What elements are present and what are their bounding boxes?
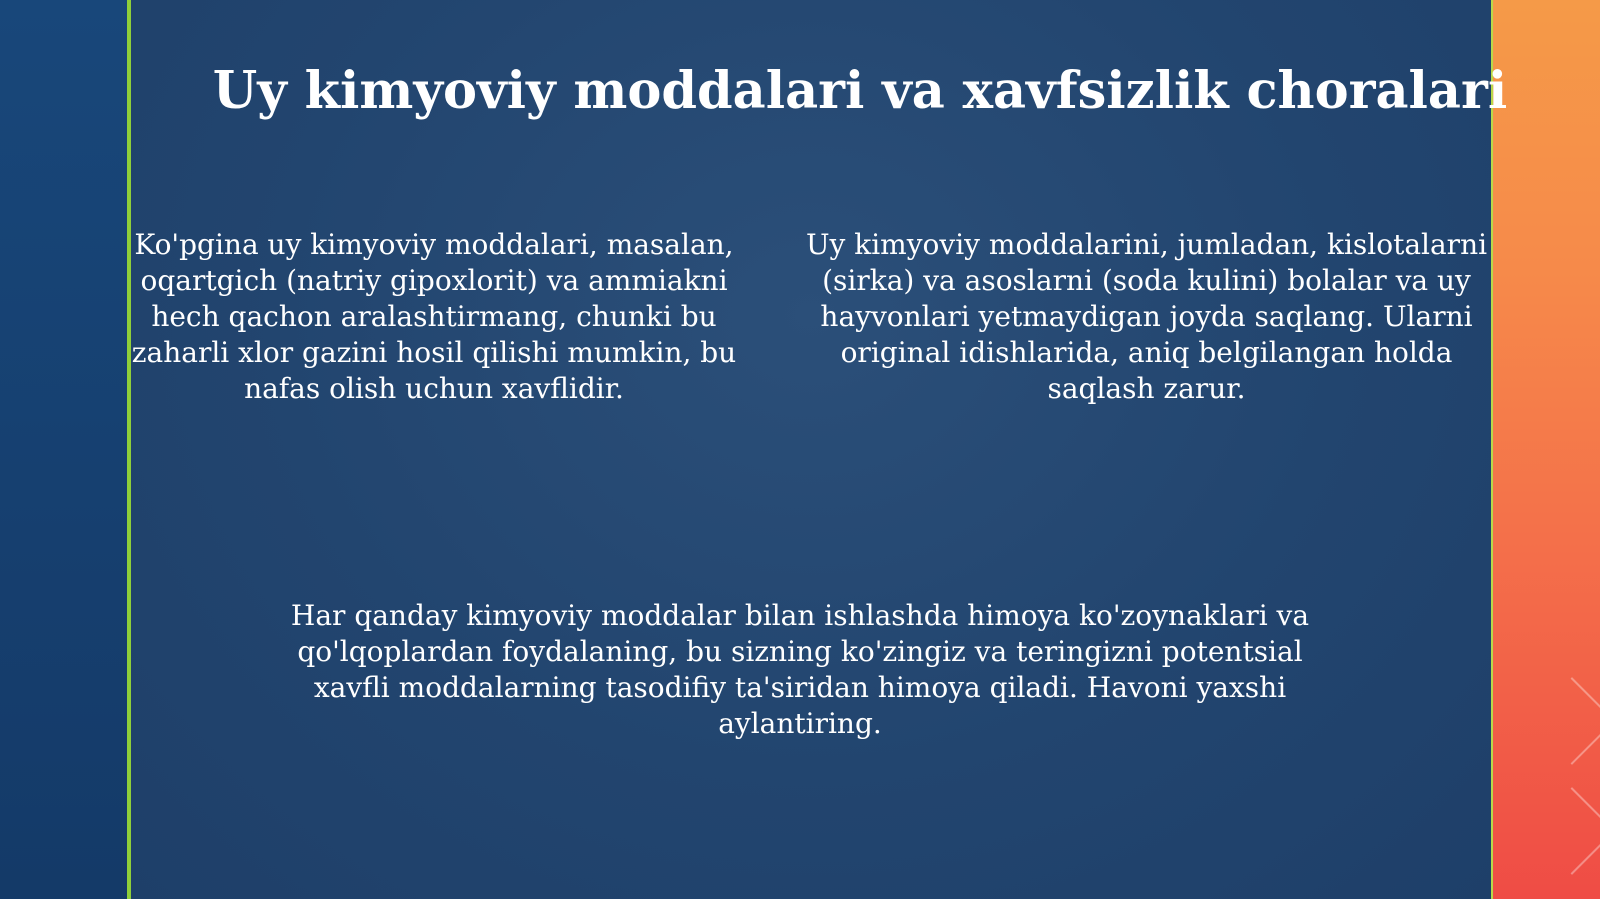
paragraph-protection: Har qanday kimyoviy moddalar bilan ishlashda himoya ko'zoynaklari va qo'lqoplardan foydalaning, bu sizning ko'zingiz va teringizni potentsial xavfli moddalarning tasodifiy ta'siridan himoya qiladi. Havoni yaxshi aylantiring.	[290, 599, 1310, 740]
chevron-decor-icon	[1528, 677, 1600, 765]
left-decor-strip	[0, 0, 127, 899]
slide-panel	[127, 0, 1493, 899]
slide-title: Uy kimyoviy moddalari va xavfsizlik choralari	[212, 61, 1508, 121]
paragraph-storage: Uy kimyoviy moddalarini, jumladan, kislotalarni (sirka) va asoslarni (soda kulini) bolalar va uy hayvonlari yetmaydigan joyda saqlang. Ularni original idishlarida, aniq belgilangan holda saqlash zarur.	[805, 228, 1488, 405]
right-decor-strip	[1493, 0, 1600, 899]
paragraph-chemical-mixing: Ko'pgina uy kimyoviy moddalari, masalan, oqartgich (natriy gipoxlorit) va ammiakni hech qachon aralashtirmang, chunki bu zaharli xlor gazini hosil qilishi mumkin, bu nafas olish uchun xavflidir.	[131, 228, 737, 405]
chevron-decor-icon	[1528, 787, 1600, 875]
